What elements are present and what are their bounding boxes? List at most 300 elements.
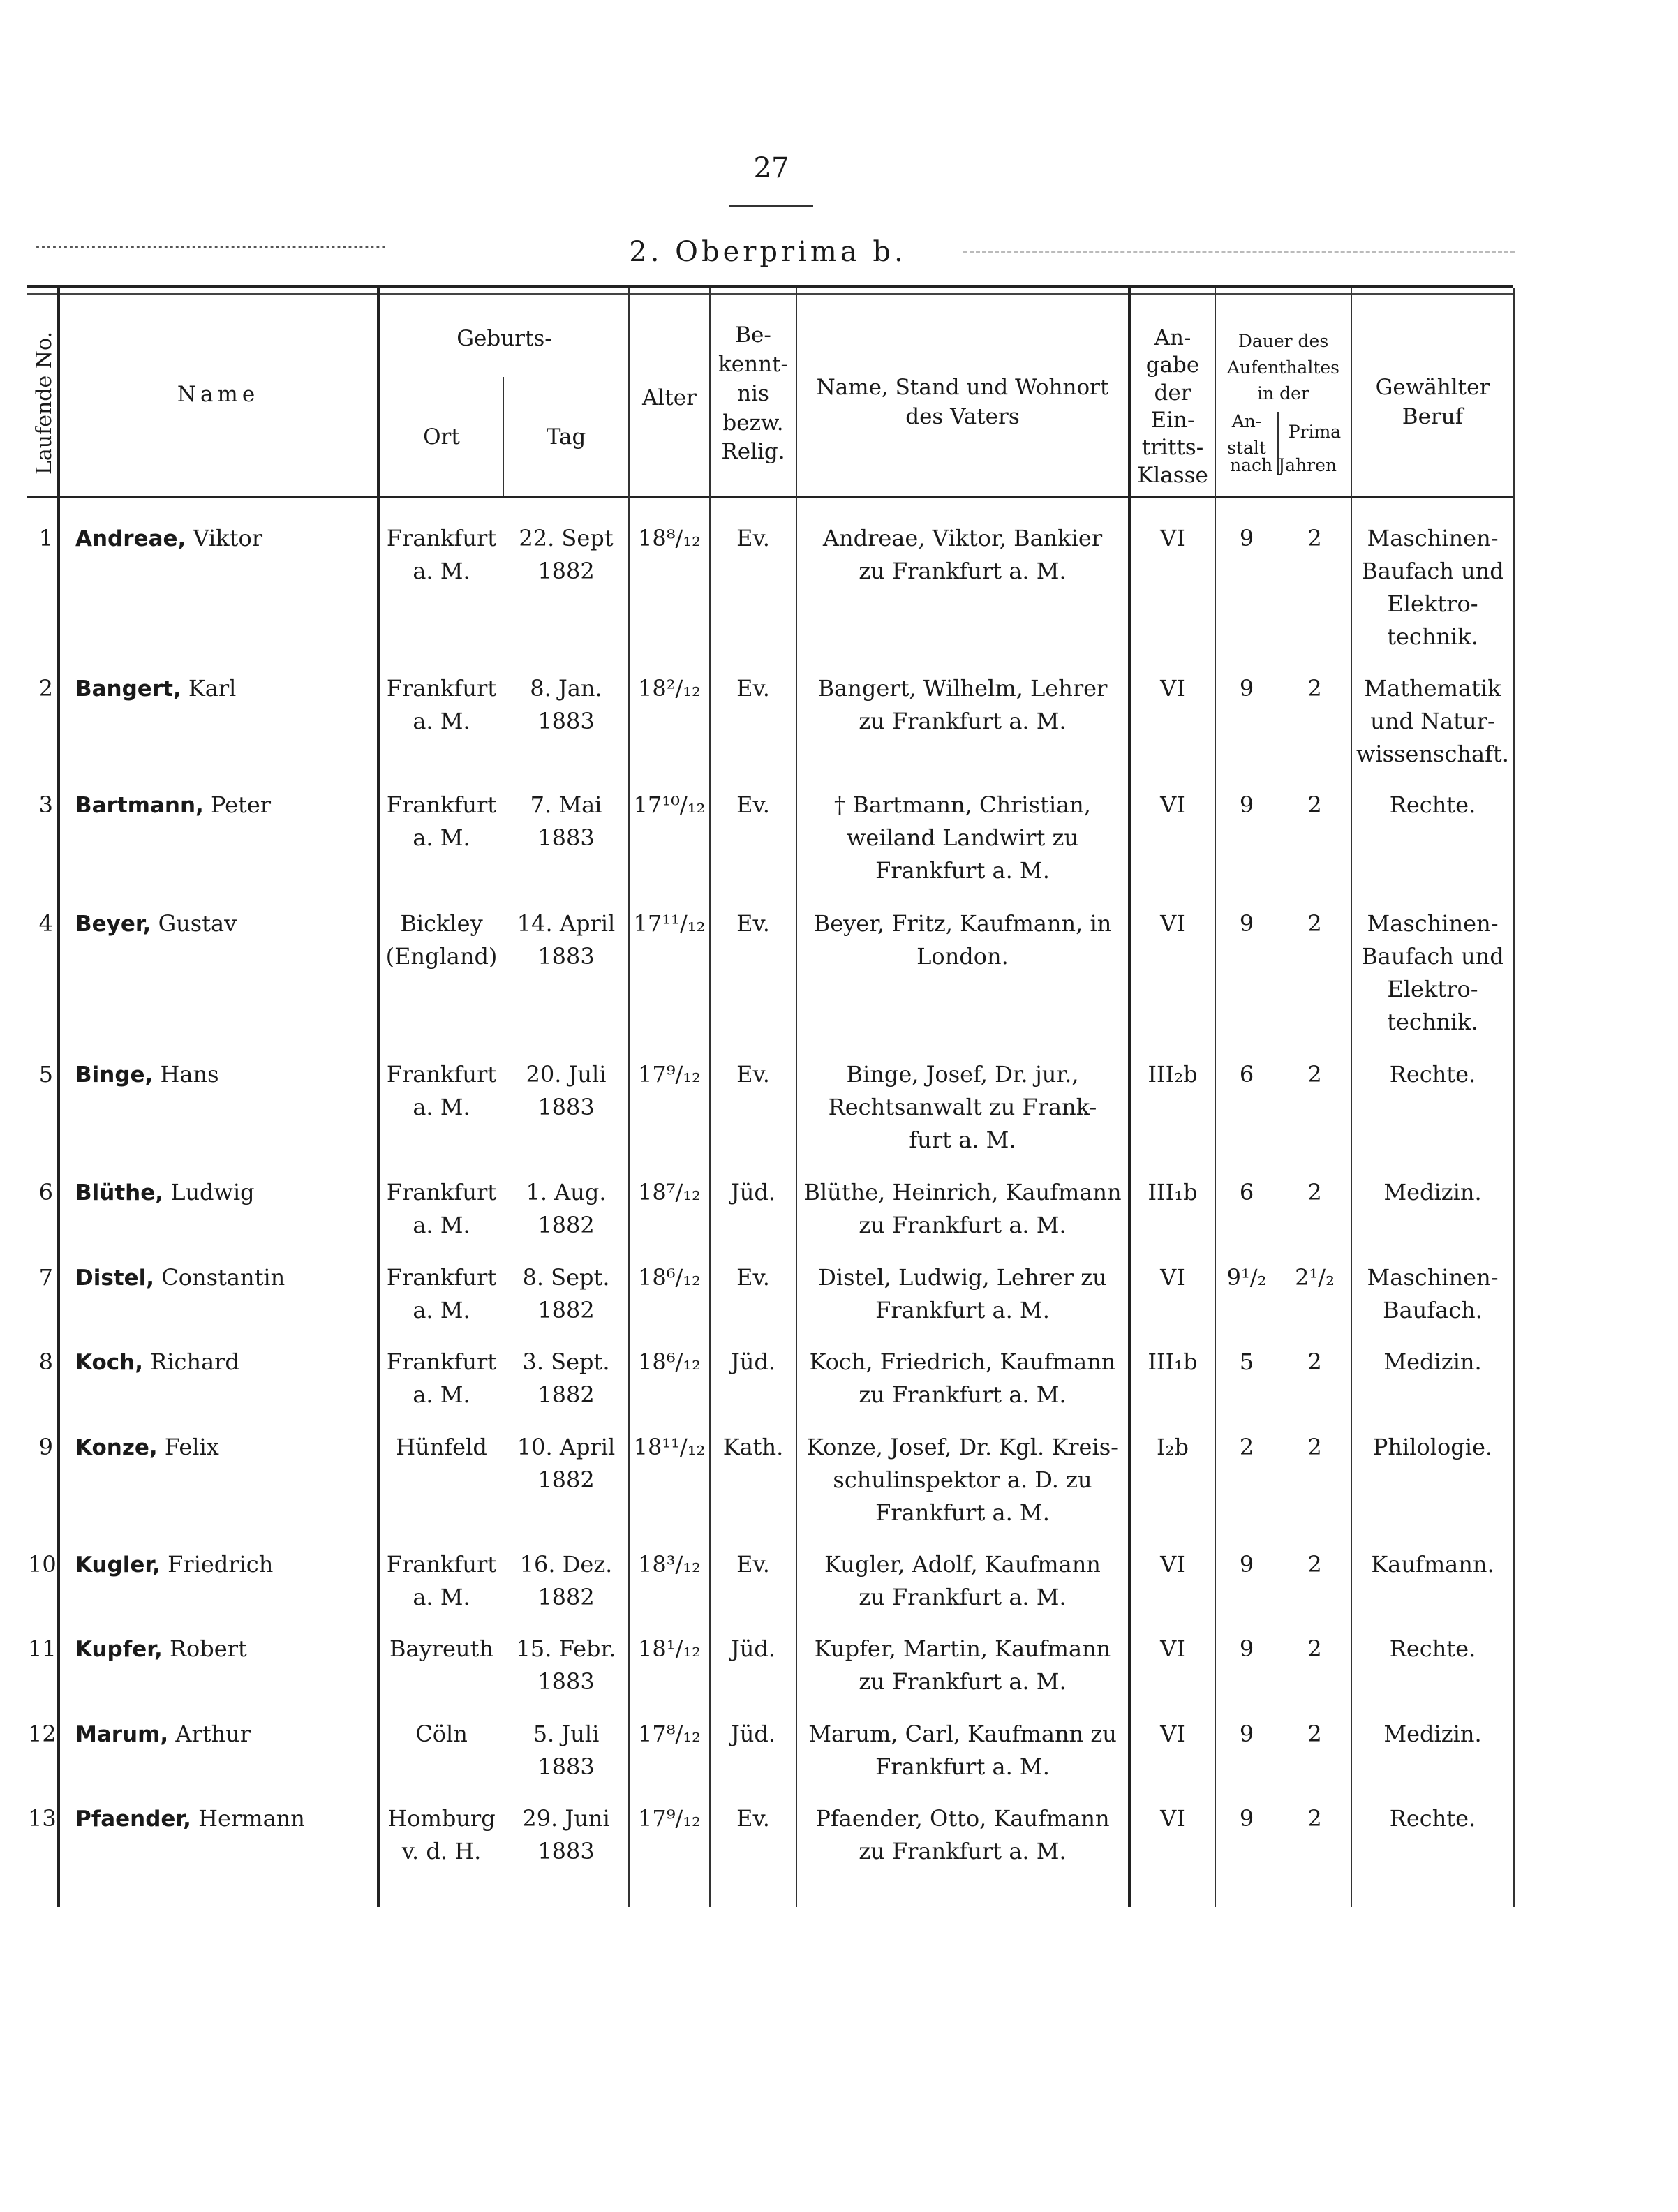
religion: Ev. [736, 675, 770, 702]
birth-place [380, 1261, 503, 1327]
cell-line: 20. Juli [526, 1061, 607, 1088]
birth-date [504, 1718, 628, 1783]
cell-line: 3. Sept. [522, 1349, 610, 1375]
cell-line: Bayreuth [389, 1635, 493, 1662]
student-name [75, 672, 376, 706]
cell-line: schulinspektor a. D. zu [833, 1467, 1092, 1493]
header-line: An- [1154, 325, 1191, 350]
cell-line: Baufach und [1361, 943, 1504, 970]
father-info [797, 672, 1128, 738]
row-number: 6 [38, 1179, 53, 1205]
cell-line: Frankfurt [386, 1551, 497, 1578]
cell-line: 1882 [537, 1584, 595, 1610]
cell-line: Frankfurt a. M. [875, 1297, 1050, 1323]
cell-line: technik. [1387, 1009, 1478, 1035]
age: 18⁸/₁₂ [638, 525, 701, 551]
cell-line: technik. [1387, 623, 1478, 650]
page-number: 27 [753, 152, 789, 184]
years-prima: 2 [1307, 1635, 1322, 1662]
cell-line: zu Frankfurt a. M. [859, 1668, 1067, 1695]
header-line: An- [1231, 411, 1262, 431]
religion: Jüd. [730, 1349, 776, 1375]
cell-line: Frankfurt a. M. [875, 1753, 1050, 1780]
religion: Ev. [736, 525, 770, 551]
cell-line: Kugler, Adolf, Kaufmann [824, 1551, 1101, 1578]
cell-line: 1883 [537, 708, 595, 734]
cell-line: Elektro- [1387, 976, 1478, 1002]
cell-line: 22. Sept [519, 525, 614, 551]
cell-line: Frankfurt [386, 1061, 497, 1088]
birth-date [504, 1431, 628, 1497]
header-vater [797, 373, 1128, 432]
student-surname: Marum, [75, 1722, 169, 1747]
table-top-rule [27, 285, 1513, 288]
cell-line: Frankfurt a. M. [875, 1499, 1050, 1526]
age: 17⁹/₁₂ [638, 1061, 701, 1088]
cell-line: Binge, Josef, Dr. jur., [846, 1061, 1079, 1088]
cell-line: Baufach. [1383, 1297, 1483, 1323]
father-info [797, 1431, 1128, 1529]
cell-line: 29. Juni [522, 1805, 610, 1832]
birth-place [380, 1176, 503, 1242]
chosen-profession [1352, 1261, 1513, 1327]
row-number: 2 [38, 675, 53, 702]
student-name [75, 1633, 376, 1666]
cell-line: 5. Juli [533, 1721, 600, 1747]
father-info [797, 1633, 1128, 1698]
entry-class: VI [1160, 1551, 1185, 1578]
religion: Kath. [722, 1434, 784, 1460]
father-info [797, 1548, 1128, 1614]
cell-line: Kaufmann. [1371, 1551, 1494, 1578]
student-given-name: Ludwig [163, 1179, 255, 1205]
cell-line: Maschinen- [1367, 910, 1499, 937]
cell-line: zu Frankfurt a. M. [859, 558, 1067, 584]
student-given-name: Hans [153, 1061, 219, 1088]
student-given-name: Felix [157, 1434, 219, 1460]
chosen-profession [1352, 789, 1513, 822]
cell-line: 16. Dez. [519, 1551, 613, 1578]
header-eintritt [1131, 325, 1215, 489]
cell-line: 1883 [537, 1668, 595, 1695]
years-prima: 2 [1307, 1349, 1322, 1375]
years-institution: 9 [1239, 1721, 1254, 1747]
column-divider [57, 288, 60, 1907]
cell-line: 1882 [537, 1381, 595, 1408]
header-geburts: Geburts- [456, 326, 552, 351]
header-line: Name, Stand und Wohnort [816, 375, 1109, 400]
student-given-name: Gustav [151, 910, 237, 937]
header-ort: Ort [423, 424, 460, 450]
student-given-name: Viktor [186, 525, 263, 551]
header-alter: Alter [642, 385, 697, 410]
birth-date [504, 907, 628, 973]
cell-line: Rechte. [1389, 1061, 1476, 1088]
student-name [75, 1261, 376, 1295]
row-number: 4 [38, 910, 53, 937]
cell-line: 8. Sept. [522, 1264, 610, 1291]
student-surname: Kupfer, [75, 1637, 163, 1662]
religion: Ev. [736, 792, 770, 818]
cell-line: Konze, Josef, Dr. Kgl. Kreis- [807, 1434, 1118, 1460]
cell-line: 14. April [517, 910, 616, 937]
entry-class: VI [1160, 910, 1185, 937]
cell-line: Bangert, Wilhelm, Lehrer [817, 675, 1108, 702]
age: 18¹¹/₁₂ [633, 1434, 706, 1460]
birth-place [380, 1346, 503, 1411]
section-title: 2. Oberprima b. [629, 236, 907, 268]
years-prima: 2 [1307, 1434, 1322, 1460]
student-given-name: Arthur [168, 1721, 251, 1747]
entry-class: III₂b [1148, 1061, 1198, 1088]
row-number: 13 [28, 1805, 57, 1832]
age: 18²/₁₂ [638, 675, 701, 702]
cell-line: 1882 [537, 1297, 595, 1323]
years-institution: 6 [1239, 1061, 1254, 1088]
chosen-profession [1352, 1058, 1513, 1091]
cell-line: furt a. M. [909, 1127, 1016, 1153]
cell-line: Maschinen- [1367, 1264, 1499, 1291]
cell-line: Marum, Carl, Kaufmann zu [808, 1721, 1117, 1747]
chosen-profession [1352, 522, 1513, 653]
religion: Jüd. [730, 1179, 776, 1205]
father-info [797, 1802, 1128, 1868]
chosen-profession [1352, 1548, 1513, 1581]
cell-line: Medizin. [1383, 1179, 1482, 1205]
cell-line: 1. Aug. [526, 1179, 607, 1205]
chosen-profession [1352, 672, 1513, 771]
cell-line: Rechte. [1389, 1805, 1476, 1832]
father-info [797, 1346, 1128, 1411]
student-name [75, 1548, 376, 1582]
student-surname: Kugler, [75, 1552, 161, 1578]
cell-line: Hünfeld [396, 1434, 487, 1460]
entry-class: VI [1160, 1635, 1185, 1662]
birth-date [504, 1633, 628, 1698]
father-info [797, 1718, 1128, 1783]
student-name [75, 907, 376, 941]
father-info [797, 907, 1128, 973]
chosen-profession [1352, 1718, 1513, 1751]
entry-class: VI [1160, 525, 1185, 551]
student-surname: Beyer, [75, 912, 151, 937]
header-laufende-no: Laufende No. [32, 331, 57, 475]
student-name [75, 522, 376, 556]
birth-place [380, 1058, 503, 1124]
birth-date [504, 1176, 628, 1242]
header-line: Relig. [721, 439, 785, 465]
cell-line: Bickley [400, 910, 483, 937]
birth-place [380, 672, 503, 738]
chosen-profession [1352, 1431, 1513, 1464]
header-line: der [1154, 380, 1191, 406]
header-line: gabe [1145, 352, 1200, 378]
religion: Ev. [736, 1061, 770, 1088]
header-line: stalt [1227, 437, 1266, 458]
religion: Ev. [736, 1264, 770, 1291]
religion: Ev. [736, 1551, 770, 1578]
age: 18⁶/₁₂ [638, 1264, 701, 1291]
header-line: in der [1257, 383, 1309, 403]
cell-line: Rechte. [1389, 792, 1476, 818]
years-prima: 2 [1307, 1061, 1322, 1088]
row-number: 9 [38, 1434, 53, 1460]
cell-line: weiland Landwirt zu [847, 824, 1078, 851]
cell-line: 1883 [537, 943, 595, 970]
chosen-profession [1352, 1346, 1513, 1379]
entry-class: VI [1160, 1721, 1185, 1747]
cell-line: und Natur- [1370, 708, 1495, 734]
age: 18⁷/₁₂ [638, 1179, 701, 1205]
cell-line: Distel, Ludwig, Lehrer zu [818, 1264, 1107, 1291]
student-name [75, 1802, 376, 1836]
student-surname: Binge, [75, 1062, 154, 1088]
header-line: Klasse [1137, 462, 1208, 488]
header-line: des Vaters [905, 403, 1020, 429]
birth-place [380, 907, 503, 973]
age: 18³/₁₂ [638, 1551, 701, 1578]
age: 17⁹/₁₂ [638, 1805, 701, 1832]
cell-line: a. M. [413, 1584, 470, 1610]
entry-class: I₂b [1157, 1434, 1189, 1460]
cell-line: Blüthe, Heinrich, Kaufmann [803, 1179, 1122, 1205]
entry-class: VI [1160, 792, 1185, 818]
student-given-name: Robert [162, 1635, 247, 1662]
years-institution: 6 [1239, 1179, 1254, 1205]
cell-line: 10. April [517, 1434, 616, 1460]
header-line: tritts- [1141, 435, 1204, 461]
father-info [797, 1261, 1128, 1327]
row-number: 8 [38, 1349, 53, 1375]
cell-line: zu Frankfurt a. M. [859, 1584, 1067, 1610]
student-name [75, 1431, 376, 1464]
header-name: Name [177, 382, 260, 407]
cell-line: Rechtsanwalt zu Frank- [828, 1094, 1097, 1120]
cell-line: Rechte. [1389, 1635, 1476, 1662]
years-institution: 2 [1239, 1434, 1254, 1460]
years-prima: 2 [1307, 1551, 1322, 1578]
student-given-name: Friedrich [160, 1551, 274, 1578]
dotted-rule-left [36, 246, 385, 251]
cell-line: Elektro- [1387, 591, 1478, 617]
cell-line: London. [916, 943, 1009, 970]
birth-place [380, 789, 503, 854]
religion: Jüd. [730, 1721, 776, 1747]
age: 18¹/₁₂ [638, 1635, 701, 1662]
cell-line: zu Frankfurt a. M. [859, 708, 1067, 734]
cell-line: Frankfurt a. M. [875, 857, 1050, 884]
cell-line: Baufach und [1361, 558, 1504, 584]
age: 17¹⁰/₁₂ [633, 792, 706, 818]
cell-line: a. M. [413, 1381, 470, 1408]
student-surname: Bartmann, [75, 793, 204, 818]
cell-line: Maschinen- [1367, 525, 1499, 551]
header-dauer [1216, 328, 1351, 407]
birth-place [380, 1431, 503, 1464]
cell-line: Frankfurt [386, 1179, 497, 1205]
birth-date [504, 1548, 628, 1614]
student-given-name: Richard [143, 1349, 239, 1375]
header-line: Ein- [1150, 408, 1195, 433]
row-number: 7 [38, 1264, 53, 1291]
religion: Ev. [736, 1805, 770, 1832]
header-line: bezw. [722, 410, 784, 436]
cell-line: Frankfurt [386, 792, 497, 818]
cell-line: Cöln [415, 1721, 468, 1747]
years-prima: 2 [1307, 525, 1322, 551]
birth-place [380, 1548, 503, 1614]
birth-place [380, 1718, 503, 1751]
cell-line: Kupfer, Martin, Kaufmann [814, 1635, 1111, 1662]
cell-line: 7. Mai [530, 792, 602, 818]
father-info [797, 1058, 1128, 1157]
years-institution: 9 [1239, 1551, 1254, 1578]
chosen-profession [1352, 1176, 1513, 1209]
row-number: 12 [28, 1721, 57, 1747]
cell-line: 1883 [537, 1838, 595, 1864]
cell-line: wissenschaft. [1356, 741, 1509, 767]
student-given-name: Hermann [191, 1805, 305, 1832]
cell-line: a. M. [413, 558, 470, 584]
student-surname: Blüthe, [75, 1180, 164, 1205]
years-prima: 2 [1307, 792, 1322, 818]
student-given-name: Karl [181, 675, 237, 702]
years-prima: 2 [1307, 1805, 1322, 1832]
birth-place [380, 1802, 503, 1868]
cell-line: Pfaender, Otto, Kaufmann [815, 1805, 1110, 1832]
student-name [75, 789, 376, 822]
row-number: 11 [28, 1635, 57, 1662]
cell-line: Medizin. [1383, 1349, 1482, 1375]
header-line: Beruf [1402, 403, 1464, 429]
father-info [797, 1176, 1128, 1242]
years-prima: 2 [1307, 675, 1322, 702]
cell-line: a. M. [413, 1094, 470, 1120]
header-line: kennt- [718, 351, 788, 377]
cell-line: 1882 [537, 1212, 595, 1238]
years-prima: 2¹/₂ [1295, 1264, 1335, 1291]
father-info [797, 789, 1128, 887]
cell-line: † Bartmann, Christian, [834, 792, 1091, 818]
cell-line: zu Frankfurt a. M. [859, 1381, 1067, 1408]
birth-date [504, 672, 628, 738]
student-given-name: Peter [203, 792, 272, 818]
cell-line: 8. Jan. [530, 675, 602, 702]
student-surname: Andreae, [75, 526, 186, 551]
student-surname: Pfaender, [75, 1806, 191, 1832]
years-prima: 2 [1307, 1179, 1322, 1205]
table-header-rule [27, 496, 1513, 498]
header-line: Dauer des [1238, 331, 1329, 351]
years-prima: 2 [1307, 910, 1322, 937]
cell-line: Mathematik [1364, 675, 1501, 702]
student-name [75, 1718, 376, 1751]
entry-class: III₁b [1148, 1179, 1198, 1205]
years-institution: 9 [1239, 910, 1254, 937]
cell-line: (England) [385, 943, 498, 970]
cell-line: Beyer, Fritz, Kaufmann, in [813, 910, 1112, 937]
student-surname: Bangert, [75, 676, 181, 702]
cell-line: Homburg [387, 1805, 496, 1832]
cell-line: Frankfurt [386, 1349, 497, 1375]
header-nach-jahren: nach Jahren [1230, 455, 1337, 475]
cell-line: Frankfurt [386, 1264, 497, 1291]
cell-line: Frankfurt [386, 525, 497, 551]
dotted-rule-right [963, 251, 1515, 255]
age: 18⁶/₁₂ [638, 1349, 701, 1375]
header-line: nis [737, 380, 769, 406]
years-institution: 9 [1239, 1805, 1254, 1832]
birth-place [380, 1633, 503, 1665]
age: 17¹¹/₁₂ [633, 910, 706, 937]
column-divider [1513, 288, 1515, 1907]
student-given-name: Constantin [154, 1264, 285, 1291]
header-line: Aufenthaltes [1226, 357, 1340, 378]
cell-line: Philologie. [1372, 1434, 1493, 1460]
birth-date [504, 522, 628, 588]
cell-line: a. M. [413, 1212, 470, 1238]
row-number: 10 [28, 1551, 57, 1578]
cell-line: v. d. H. [401, 1838, 482, 1864]
header-beruf [1352, 373, 1513, 432]
student-surname: Konze, [75, 1435, 158, 1460]
years-prima: 2 [1307, 1721, 1322, 1747]
cell-line: zu Frankfurt a. M. [859, 1838, 1067, 1864]
table-top-rule-thin [27, 293, 1513, 295]
age: 17⁸/₁₂ [638, 1721, 701, 1747]
cell-line: Medizin. [1383, 1721, 1482, 1747]
student-surname: Koch, [75, 1350, 143, 1375]
cell-line: Andreae, Viktor, Bankier [822, 525, 1103, 551]
header-tag: Tag [546, 424, 586, 450]
religion: Ev. [736, 910, 770, 937]
cell-line: zu Frankfurt a. M. [859, 1212, 1067, 1238]
row-number: 1 [38, 525, 53, 551]
entry-class: VI [1160, 1805, 1185, 1832]
father-info [797, 522, 1128, 588]
header-bekenntnis [711, 321, 796, 467]
years-institution: 9 [1239, 792, 1254, 818]
years-institution: 9 [1239, 525, 1254, 551]
cell-line: Koch, Friedrich, Kaufmann [809, 1349, 1116, 1375]
cell-line: 1883 [537, 1753, 595, 1780]
birth-date [504, 1058, 628, 1124]
header-line: Be- [735, 322, 771, 348]
years-institution: 9 [1239, 675, 1254, 702]
entry-class: VI [1160, 1264, 1185, 1291]
row-number: 5 [38, 1061, 53, 1088]
chosen-profession [1352, 907, 1513, 1039]
cell-line: a. M. [413, 824, 470, 851]
cell-line: a. M. [413, 708, 470, 734]
cell-line: 1883 [537, 1094, 595, 1120]
birth-date [504, 789, 628, 854]
cell-line: a. M. [413, 1297, 470, 1323]
header-prima: Prima [1288, 422, 1342, 442]
entry-class: VI [1160, 675, 1185, 702]
page-number-underline [729, 205, 813, 207]
birth-date [504, 1802, 628, 1868]
entry-class: III₁b [1148, 1349, 1198, 1375]
years-institution: 9 [1239, 1635, 1254, 1662]
row-number: 3 [38, 792, 53, 818]
birth-date [504, 1261, 628, 1327]
birth-date [504, 1346, 628, 1411]
cell-line: 1882 [537, 558, 595, 584]
cell-line: 1883 [537, 824, 595, 851]
years-institution: 5 [1239, 1349, 1254, 1375]
cell-line: 1882 [537, 1467, 595, 1493]
